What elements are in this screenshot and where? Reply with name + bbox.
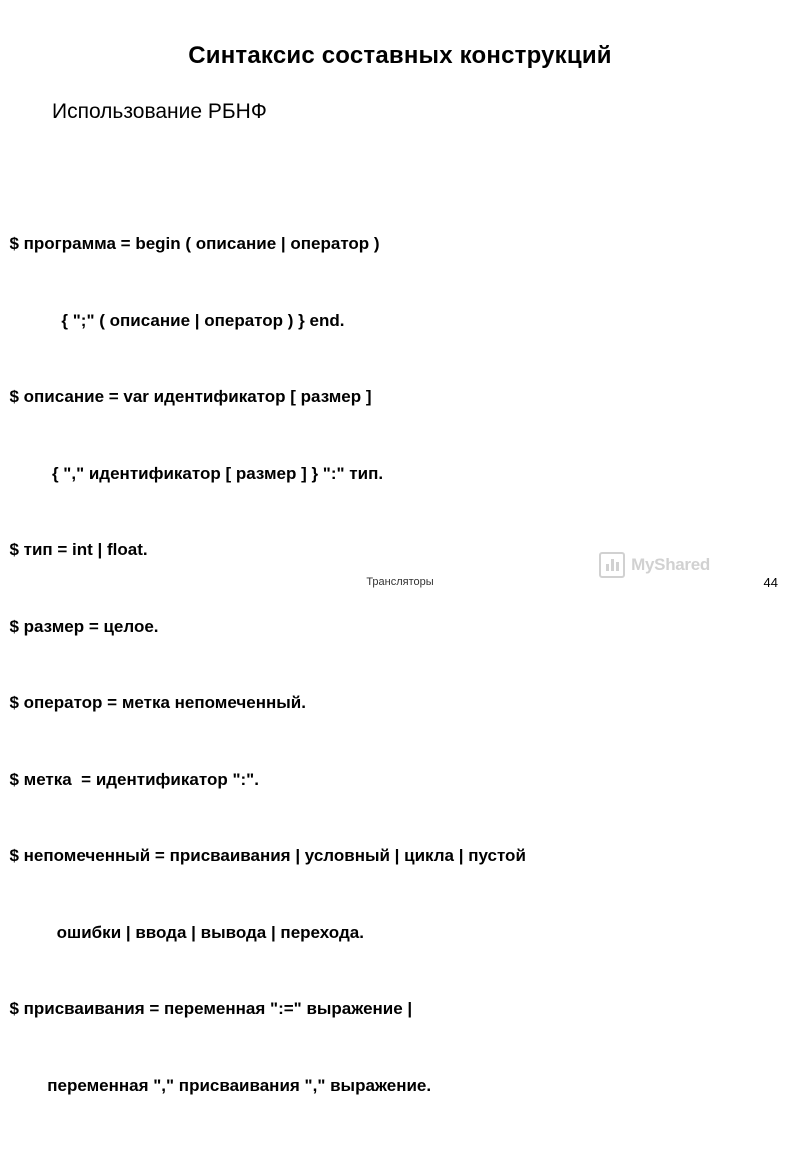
code-line: $ присваивания = переменная ":=" выражение | — [0, 999, 413, 1018]
page-title: Синтаксис составных конструкций — [188, 42, 612, 69]
page-number: 44 — [763, 575, 778, 590]
grammar-code-block — [0, 180, 800, 1149]
watermark-label: MyShared — [631, 555, 710, 574]
code-line: переменная "," присваивания "," выражение. — [0, 1075, 432, 1095]
code-line: $ тип = int | float. — [0, 540, 148, 559]
code-line: { ";" ( описание | оператор ) } end. — [0, 310, 345, 330]
code-line: $ размер = целое. — [0, 616, 159, 636]
slide-subtitle: Использование РБНФ — [52, 100, 267, 123]
code-line: $ оператор = метка непомеченный. — [0, 693, 306, 712]
code-line: $ программа = begin ( описание | оператор ) — [0, 234, 380, 253]
code-line: ошибки | ввода | вывода | перехода. — [0, 922, 364, 942]
watermark — [599, 552, 710, 578]
code-line: { "," идентификатор [ размер ] } ":" тип. — [0, 463, 384, 483]
footer-label: Трансляторы — [366, 576, 434, 588]
code-line: $ метка = идентификатор ":". — [0, 769, 259, 789]
bar-chart-icon — [599, 552, 625, 578]
code-line: $ непомеченный = присваивания | условный | цикла | пустой — [0, 846, 526, 865]
code-line: $ описание = var идентификатор [ размер ] — [0, 387, 372, 406]
